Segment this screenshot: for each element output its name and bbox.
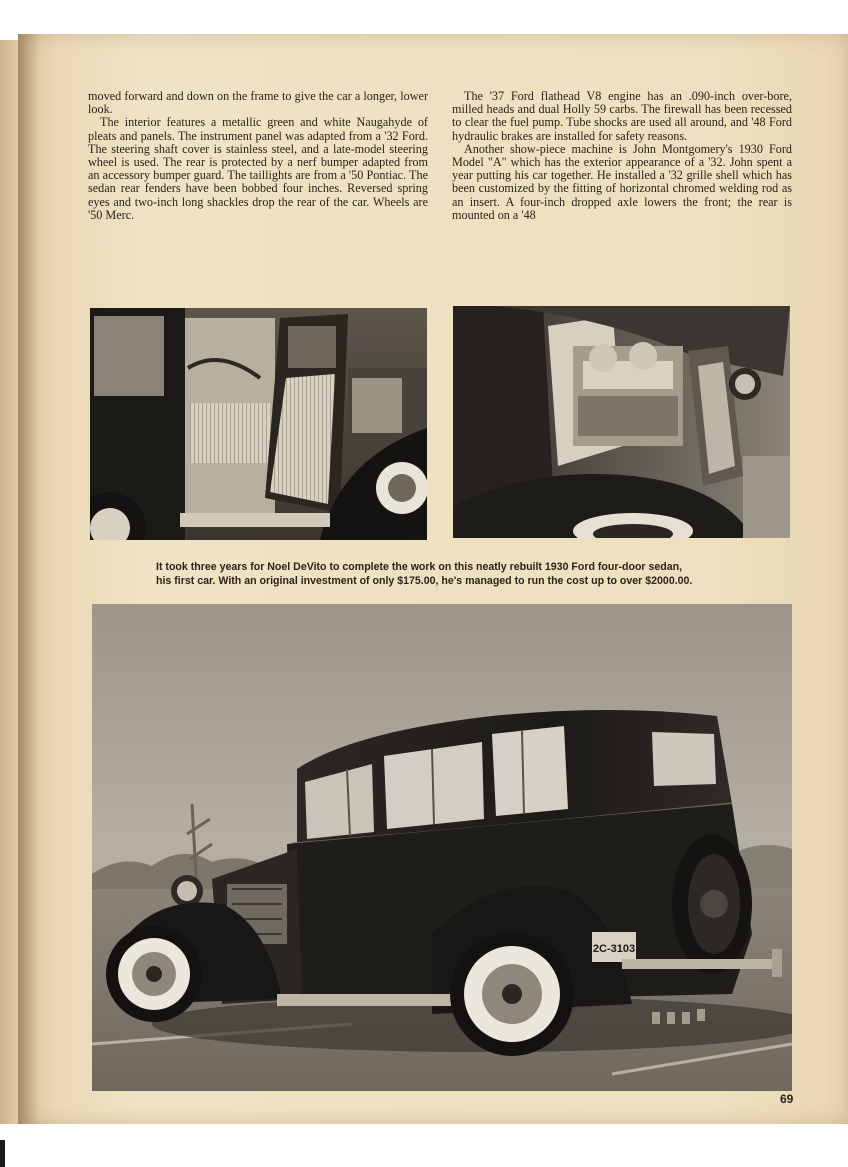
- photo-caption: [156, 560, 756, 588]
- article-paragraph: The interior features a metallic green and white Naugahyde of pleats and panels. The instrument panel was adapted from a '32 Ford. The steering shaft cover is stainless steel, and a late-model steering wheel is used. The rear is protected by a nerf bumper adapted from an accessory bumper guard. The taillights are from a '50 Pontiac. The sedan rear fenders have been bobbed four inches. Reversed spring eyes and two-inch long shackles drop the rear of the car. Wheels are '50 Merc.: [88, 115, 428, 222]
- article-right-column: [452, 90, 792, 222]
- article-paragraph: The '37 Ford flathead V8 engine has an .090-inch over-bore, milled heads and dual Holly 59 carbs. The firewall has been recessed to clear the fuel pump. Tube shocks are used all around, and '48 Ford hydraulic brakes are installed for safety reasons.: [452, 89, 792, 143]
- photo-flathead-engine: [453, 306, 790, 538]
- article-paragraph: moved forward and down on the frame to give the car a longer, lower look.: [88, 89, 428, 117]
- article-left-column: [88, 90, 428, 222]
- photo-sedan-interior: [90, 308, 427, 540]
- caption-line: his first car. With an original investment of only $175.00, he's managed to run the cost up to over $2000.00.: [156, 575, 693, 587]
- scan-corner-mark: [0, 1140, 5, 1167]
- license-plate-text: 2C-3103: [592, 943, 636, 955]
- article-paragraph: Another show-piece machine is John Montgomery's 1930 Ford Model "A" which has the exterior appearance of a '32. John spent a year putting his car together. He installed a '32 grille shell which has been customized by the fitting of horizontal chromed welding rod as an insert. A four-inch dropped axle lowers the front; the rear is mounted on a '48: [452, 141, 792, 222]
- page-number: 69: [780, 1092, 794, 1106]
- page-spine: [0, 40, 18, 1125]
- caption-line: It took three years for Noel DeVito to complete the work on this neatly rebuilt 1930 Ford four-door sedan,: [156, 561, 683, 573]
- binding-shadow: [18, 34, 40, 1124]
- scan-bottom-margin: [0, 1124, 848, 1167]
- photo-1930-ford-sedan: [92, 604, 792, 1091]
